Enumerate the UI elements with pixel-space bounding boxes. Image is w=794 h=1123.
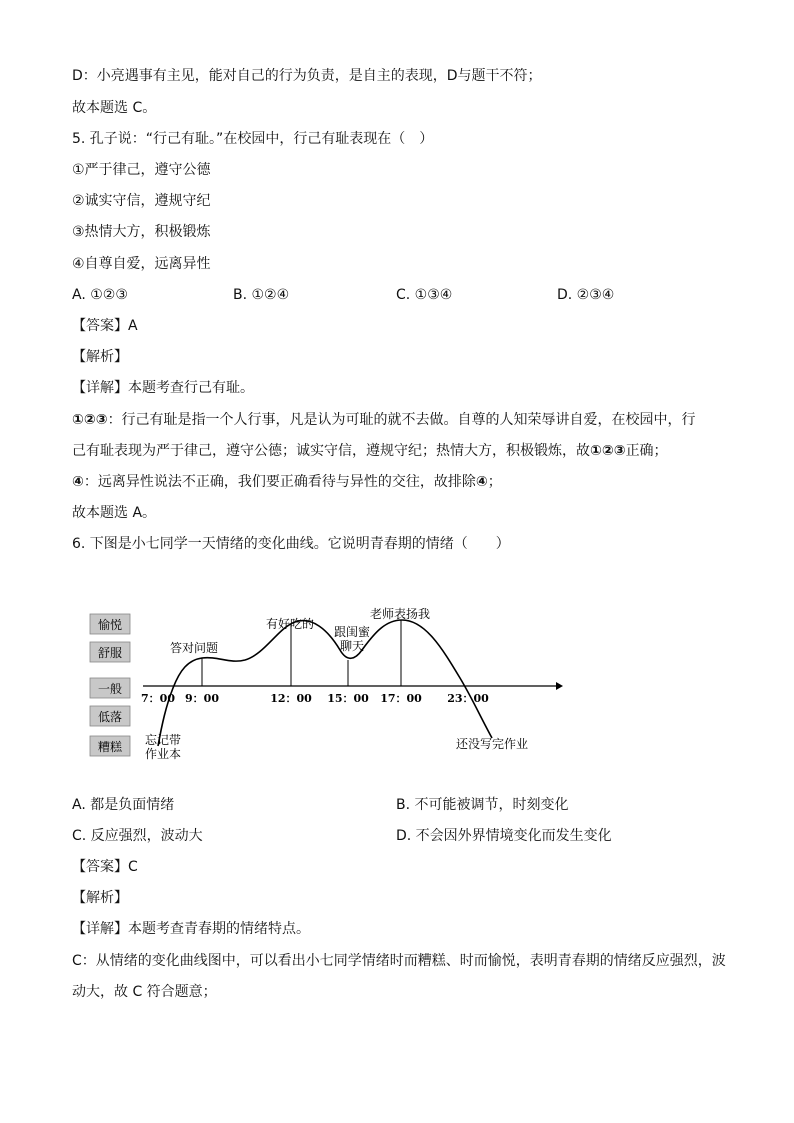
q5-analysis-heading: 【解析】 — [72, 349, 128, 365]
q6-answer: 【答案】C — [72, 859, 138, 875]
emotion-level-label: 低落 — [97, 710, 123, 724]
curve-annotation: 还没写完作业 — [455, 737, 529, 751]
emotion-curve — [158, 620, 492, 746]
time-tick-label: 23：00 — [447, 692, 489, 705]
q6-explanation-line-2: 动大，故 C 符合题意； — [72, 984, 217, 1000]
time-tick-label: 15：00 — [327, 692, 369, 705]
time-tick-label: 9：00 — [185, 692, 219, 705]
q5-option-a: A. ①②③ — [72, 287, 128, 303]
time-tick-label: 17：00 — [380, 692, 422, 705]
emotion-level-label: 愉悦 — [97, 618, 123, 632]
q5-stem: 5. 孔子说：“行己有耻。”在校园中，行己有耻表现在（ ） — [72, 131, 434, 147]
curve-annotation: 跟闺蜜 — [333, 625, 371, 639]
emotion-level-label: 舒服 — [97, 646, 123, 660]
q6-analysis-heading: 【解析】 — [72, 890, 128, 906]
q5-option-d: D. ②③④ — [557, 287, 615, 303]
q5-explanation-line-3: ④：远离异性说法不正确，我们要正确看待与异性的交往，故排除④； — [72, 474, 502, 490]
q5-option-c: C. ①③④ — [396, 287, 453, 303]
q6-explanation-line-1: C：从情绪的变化曲线图中，可以看出小七同学情绪时而糟糕、时而愉悦，表明青春期的情绪反应强烈，波 — [72, 953, 726, 969]
q4-conclusion: 故本题选 C。 — [72, 100, 157, 116]
time-tick-label: 12：00 — [270, 692, 312, 705]
emotion-curve-chart — [80, 598, 570, 768]
axis-arrowhead — [556, 682, 563, 690]
q6-option-c: C. 反应强烈，波动大 — [72, 828, 203, 844]
q5-explanation-line-1: ①②③：行己有耻是指一个人行事，凡是认为可耻的就不去做。自尊的人知荣辱讲自爱，在校园中，行 — [72, 412, 696, 428]
q5-option-b: B. ①②④ — [233, 287, 290, 303]
q5-item-3: ③热情大方，积极锻炼 — [72, 224, 211, 240]
q5-explanation-markers: ①②③ — [72, 412, 108, 428]
q5-conclusion: 故本题选 A。 — [72, 505, 157, 521]
q6-stem: 6. 下图是小七同学一天情绪的变化曲线。它说明青春期的情绪（ ） — [72, 536, 510, 552]
q6-option-d: D. 不会因外界情境变化而发生变化 — [396, 828, 612, 844]
emotion-level-label: 糟糕 — [97, 740, 123, 754]
q5-item-1: ①严于律己，遵守公德 — [72, 162, 211, 178]
curve-annotation: 答对问题 — [169, 641, 219, 655]
q5-item-2: ②诚实守信，遵规守纪 — [72, 193, 211, 209]
q6-option-a: A. 都是负面情绪 — [72, 797, 175, 813]
q5-explanation-line-2: 己有耻表现为严于律己，遵守公德；诚实守信，遵规守纪；热情大方，积极锻炼，故①②③正确； — [72, 443, 668, 459]
curve-annotation: 忘记带 — [144, 733, 182, 747]
q5-item-4: ④自尊自爱，远离异性 — [72, 256, 211, 272]
curve-annotation: 聊天 — [339, 639, 365, 653]
q5-answer: 【答案】A — [72, 318, 138, 334]
q6-option-b: B. 不可能被调节，时刻变化 — [396, 797, 569, 813]
q6-detail: 【详解】本题考查青春期的情绪特点。 — [72, 921, 310, 937]
emotion-level-label: 一般 — [97, 682, 123, 696]
curve-annotation: 老师表扬我 — [369, 607, 431, 621]
curve-annotation: 作业本 — [144, 747, 182, 761]
q5-detail: 【详解】本题考查行己有耻。 — [72, 380, 254, 396]
time-tick-label: 7：00 — [141, 692, 175, 705]
emotion-level-labels — [90, 614, 130, 756]
curve-annotation: 有好吃的 — [265, 617, 315, 631]
time-tick-labels — [141, 692, 489, 705]
q4-option-d-explanation: D：小亮遇事有主见，能对自己的行为负责，是自主的表现，D与题干不符； — [72, 68, 542, 84]
